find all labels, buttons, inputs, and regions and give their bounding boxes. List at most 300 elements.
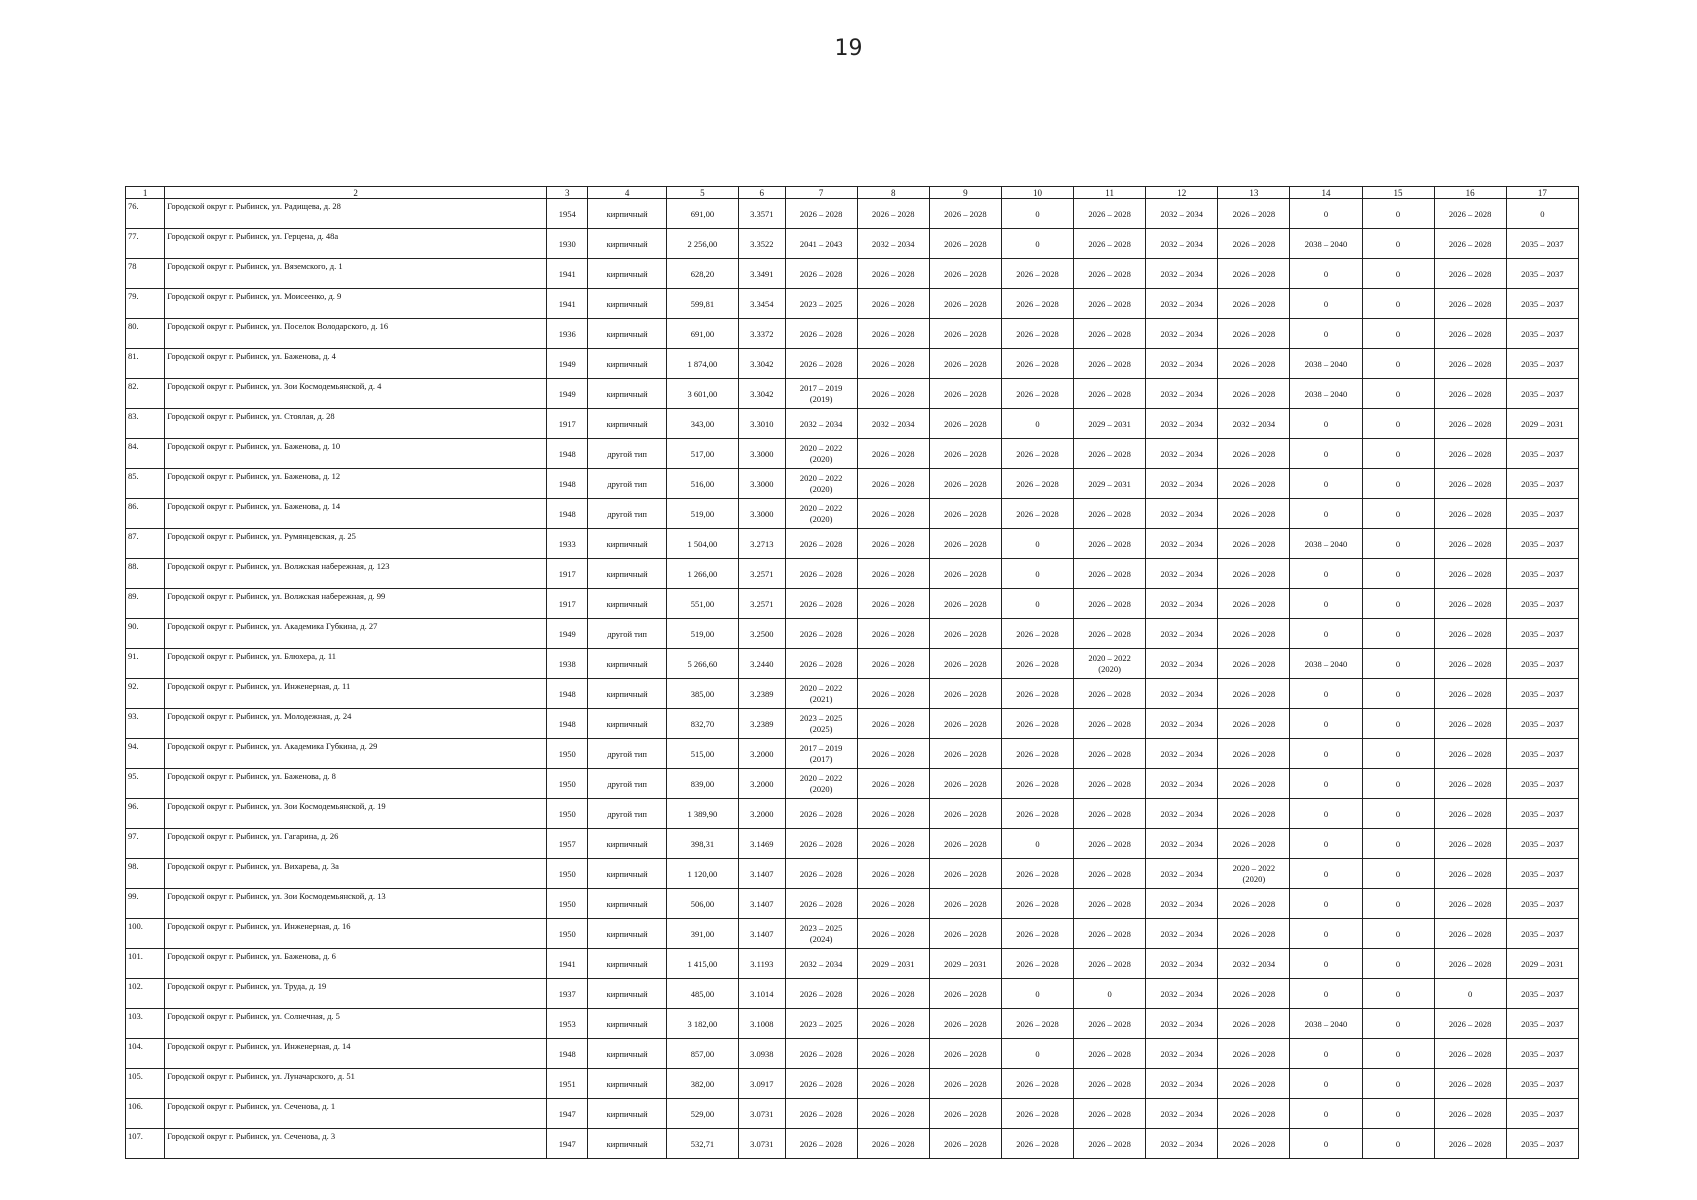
column-11-cell: 2020 – 2022 (2020) (1074, 649, 1146, 679)
column-5-cell: 628,20 (666, 259, 738, 289)
column-7-cell: 2026 – 2028 (785, 1039, 857, 1069)
address-cell: Городской округ г. Рыбинск, ул. Волжская набережная, д. 99 (165, 589, 547, 619)
column-17-cell: 2035 – 2037 (1506, 859, 1578, 889)
column-15-cell: 0 (1362, 1069, 1434, 1099)
row-number-cell: 98. (126, 859, 165, 889)
column-17-cell: 2035 – 2037 (1506, 529, 1578, 559)
column-14-cell: 0 (1290, 679, 1362, 709)
column-11-cell: 2026 – 2028 (1074, 919, 1146, 949)
column-number-15: 15 (1362, 187, 1434, 199)
table-row (126, 709, 1579, 739)
column-13-cell: 2026 – 2028 (1218, 889, 1290, 919)
column-7-cell: 2026 – 2028 (785, 829, 857, 859)
table-row (126, 1009, 1579, 1039)
column-16-cell: 2026 – 2028 (1434, 949, 1506, 979)
column-17-cell: 0 (1506, 199, 1578, 229)
column-4-cell: кирпичный (588, 979, 666, 1009)
column-12-cell: 2032 – 2034 (1146, 349, 1218, 379)
table-row (126, 559, 1579, 589)
column-11-cell: 2026 – 2028 (1074, 709, 1146, 739)
housing-repair-schedule-table (125, 186, 1579, 1159)
column-5-cell: 1 266,00 (666, 559, 738, 589)
column-17-cell: 2035 – 2037 (1506, 1099, 1578, 1129)
column-11-cell: 2026 – 2028 (1074, 949, 1146, 979)
column-5-cell: 1 120,00 (666, 859, 738, 889)
column-7-cell: 2023 – 2025 (785, 289, 857, 319)
column-15-cell: 0 (1362, 439, 1434, 469)
column-14-cell: 0 (1290, 409, 1362, 439)
column-7-cell: 2020 – 2022 (2020) (785, 469, 857, 499)
column-13-cell: 2020 – 2022 (2020) (1218, 859, 1290, 889)
column-7-cell: 2026 – 2028 (785, 259, 857, 289)
column-3-cell: 1948 (547, 679, 588, 709)
address-cell: Городской округ г. Рыбинск, ул. Труда, д. 19 (165, 979, 547, 1009)
column-10-cell: 0 (1001, 1039, 1073, 1069)
column-9-cell: 2026 – 2028 (929, 799, 1001, 829)
address-cell: Городской округ г. Рыбинск, ул. Луначарского, д. 51 (165, 1069, 547, 1099)
row-number-cell: 83. (126, 409, 165, 439)
column-5-cell: 382,00 (666, 1069, 738, 1099)
column-7-cell: 2026 – 2028 (785, 1069, 857, 1099)
column-8-cell: 2026 – 2028 (857, 1039, 929, 1069)
column-12-cell: 2032 – 2034 (1146, 829, 1218, 859)
column-4-cell: другой тип (588, 739, 666, 769)
column-17-cell: 2029 – 2031 (1506, 949, 1578, 979)
column-3-cell: 1950 (547, 859, 588, 889)
column-8-cell: 2026 – 2028 (857, 919, 929, 949)
column-13-cell: 2026 – 2028 (1218, 439, 1290, 469)
column-15-cell: 0 (1362, 1099, 1434, 1129)
address-cell: Городской округ г. Рыбинск, ул. Зои Космодемьянской, д. 4 (165, 379, 547, 409)
column-4-cell: кирпичный (588, 859, 666, 889)
column-17-cell: 2035 – 2037 (1506, 559, 1578, 589)
column-8-cell: 2026 – 2028 (857, 319, 929, 349)
column-6-cell: 3.3042 (738, 379, 785, 409)
column-9-cell: 2026 – 2028 (929, 1069, 1001, 1099)
column-12-cell: 2032 – 2034 (1146, 889, 1218, 919)
address-cell: Городской округ г. Рыбинск, ул. Солнечная, д. 5 (165, 1009, 547, 1039)
column-3-cell: 1930 (547, 229, 588, 259)
column-12-cell: 2032 – 2034 (1146, 379, 1218, 409)
column-4-cell: кирпичный (588, 679, 666, 709)
column-7-cell: 2026 – 2028 (785, 649, 857, 679)
column-9-cell: 2026 – 2028 (929, 529, 1001, 559)
column-8-cell: 2026 – 2028 (857, 739, 929, 769)
column-10-cell: 2026 – 2028 (1001, 349, 1073, 379)
column-6-cell: 3.1407 (738, 889, 785, 919)
column-12-cell: 2032 – 2034 (1146, 229, 1218, 259)
column-15-cell: 0 (1362, 1129, 1434, 1159)
column-9-cell: 2026 – 2028 (929, 979, 1001, 1009)
column-4-cell: кирпичный (588, 559, 666, 589)
column-15-cell: 0 (1362, 199, 1434, 229)
column-12-cell: 2032 – 2034 (1146, 769, 1218, 799)
column-10-cell: 0 (1001, 559, 1073, 589)
column-9-cell: 2026 – 2028 (929, 199, 1001, 229)
row-number-cell: 85. (126, 469, 165, 499)
column-17-cell: 2035 – 2037 (1506, 919, 1578, 949)
column-number-12: 12 (1146, 187, 1218, 199)
column-5-cell: 519,00 (666, 499, 738, 529)
table-row (126, 349, 1579, 379)
table-row (126, 1069, 1579, 1099)
column-17-cell: 2035 – 2037 (1506, 469, 1578, 499)
column-7-cell: 2026 – 2028 (785, 619, 857, 649)
column-13-cell: 2026 – 2028 (1218, 1099, 1290, 1129)
address-cell: Городской округ г. Рыбинск, ул. Баженова, д. 14 (165, 499, 547, 529)
column-12-cell: 2032 – 2034 (1146, 919, 1218, 949)
column-16-cell: 2026 – 2028 (1434, 439, 1506, 469)
column-8-cell: 2026 – 2028 (857, 469, 929, 499)
address-cell: Городской округ г. Рыбинск, ул. Вихарева, д. 3а (165, 859, 547, 889)
column-14-cell: 2038 – 2040 (1290, 529, 1362, 559)
column-10-cell: 0 (1001, 229, 1073, 259)
column-10-cell: 2026 – 2028 (1001, 469, 1073, 499)
column-9-cell: 2026 – 2028 (929, 319, 1001, 349)
row-number-cell: 106. (126, 1099, 165, 1129)
column-10-cell: 2026 – 2028 (1001, 1069, 1073, 1099)
column-17-cell: 2035 – 2037 (1506, 349, 1578, 379)
column-17-cell: 2035 – 2037 (1506, 619, 1578, 649)
column-8-cell: 2026 – 2028 (857, 649, 929, 679)
column-3-cell: 1937 (547, 979, 588, 1009)
column-12-cell: 2032 – 2034 (1146, 1069, 1218, 1099)
column-3-cell: 1949 (547, 349, 588, 379)
address-cell: Городской округ г. Рыбинск, ул. Поселок Володарского, д. 16 (165, 319, 547, 349)
column-3-cell: 1948 (547, 439, 588, 469)
column-13-cell: 2026 – 2028 (1218, 1129, 1290, 1159)
column-12-cell: 2032 – 2034 (1146, 439, 1218, 469)
column-10-cell: 2026 – 2028 (1001, 259, 1073, 289)
row-number-cell: 82. (126, 379, 165, 409)
column-13-cell: 2032 – 2034 (1218, 949, 1290, 979)
column-4-cell: кирпичный (588, 409, 666, 439)
column-7-cell: 2041 – 2043 (785, 229, 857, 259)
row-number-cell: 80. (126, 319, 165, 349)
column-14-cell: 0 (1290, 979, 1362, 1009)
column-3-cell: 1947 (547, 1129, 588, 1159)
table-row (126, 1039, 1579, 1069)
column-6-cell: 3.3000 (738, 469, 785, 499)
column-16-cell: 2026 – 2028 (1434, 1009, 1506, 1039)
column-5-cell: 857,00 (666, 1039, 738, 1069)
column-14-cell: 0 (1290, 769, 1362, 799)
column-8-cell: 2029 – 2031 (857, 949, 929, 979)
column-7-cell: 2032 – 2034 (785, 949, 857, 979)
column-8-cell: 2026 – 2028 (857, 379, 929, 409)
table-row (126, 649, 1579, 679)
column-5-cell: 551,00 (666, 589, 738, 619)
column-number-6: 6 (738, 187, 785, 199)
column-12-cell: 2032 – 2034 (1146, 1129, 1218, 1159)
column-16-cell: 2026 – 2028 (1434, 739, 1506, 769)
column-7-cell: 2020 – 2022 (2020) (785, 769, 857, 799)
column-8-cell: 2032 – 2034 (857, 229, 929, 259)
column-8-cell: 2026 – 2028 (857, 439, 929, 469)
column-14-cell: 2038 – 2040 (1290, 349, 1362, 379)
address-cell: Городской округ г. Рыбинск, ул. Баженова, д. 12 (165, 469, 547, 499)
column-8-cell: 2026 – 2028 (857, 349, 929, 379)
column-14-cell: 0 (1290, 1099, 1362, 1129)
row-number-cell: 95. (126, 769, 165, 799)
column-6-cell: 3.1193 (738, 949, 785, 979)
column-17-cell: 2035 – 2037 (1506, 229, 1578, 259)
row-number-cell: 96. (126, 799, 165, 829)
column-10-cell: 2026 – 2028 (1001, 799, 1073, 829)
column-5-cell: 398,31 (666, 829, 738, 859)
row-number-cell: 89. (126, 589, 165, 619)
column-6-cell: 3.3522 (738, 229, 785, 259)
column-11-cell: 2026 – 2028 (1074, 859, 1146, 889)
column-10-cell: 2026 – 2028 (1001, 769, 1073, 799)
column-3-cell: 1951 (547, 1069, 588, 1099)
column-4-cell: кирпичный (588, 1099, 666, 1129)
column-9-cell: 2026 – 2028 (929, 649, 1001, 679)
column-number-row (126, 187, 1579, 199)
column-4-cell: кирпичный (588, 919, 666, 949)
column-3-cell: 1938 (547, 649, 588, 679)
column-13-cell: 2026 – 2028 (1218, 259, 1290, 289)
column-12-cell: 2032 – 2034 (1146, 859, 1218, 889)
column-16-cell: 2026 – 2028 (1434, 529, 1506, 559)
column-3-cell: 1941 (547, 289, 588, 319)
table-row (126, 289, 1579, 319)
column-4-cell: кирпичный (588, 649, 666, 679)
column-5-cell: 3 601,00 (666, 379, 738, 409)
column-7-cell: 2020 – 2022 (2020) (785, 499, 857, 529)
column-number-17: 17 (1506, 187, 1578, 199)
address-cell: Городской округ г. Рыбинск, ул. Инженерная, д. 14 (165, 1039, 547, 1069)
column-7-cell: 2026 – 2028 (785, 559, 857, 589)
column-13-cell: 2026 – 2028 (1218, 709, 1290, 739)
column-5-cell: 391,00 (666, 919, 738, 949)
column-5-cell: 517,00 (666, 439, 738, 469)
column-14-cell: 0 (1290, 589, 1362, 619)
column-11-cell: 2026 – 2028 (1074, 529, 1146, 559)
column-16-cell: 2026 – 2028 (1434, 559, 1506, 589)
column-17-cell: 2035 – 2037 (1506, 439, 1578, 469)
column-13-cell: 2026 – 2028 (1218, 739, 1290, 769)
column-number-7: 7 (785, 187, 857, 199)
address-cell: Городской округ г. Рыбинск, ул. Волжская набережная, д. 123 (165, 559, 547, 589)
column-11-cell: 2026 – 2028 (1074, 319, 1146, 349)
column-3-cell: 1917 (547, 589, 588, 619)
column-number-16: 16 (1434, 187, 1506, 199)
column-12-cell: 2032 – 2034 (1146, 199, 1218, 229)
column-5-cell: 485,00 (666, 979, 738, 1009)
column-15-cell: 0 (1362, 889, 1434, 919)
column-7-cell: 2026 – 2028 (785, 589, 857, 619)
address-cell: Городской округ г. Рыбинск, ул. Академика Губкина, д. 27 (165, 619, 547, 649)
column-8-cell: 2026 – 2028 (857, 979, 929, 1009)
column-5-cell: 5 266,60 (666, 649, 738, 679)
column-4-cell: другой тип (588, 769, 666, 799)
column-13-cell: 2026 – 2028 (1218, 799, 1290, 829)
column-4-cell: кирпичный (588, 319, 666, 349)
column-9-cell: 2026 – 2028 (929, 859, 1001, 889)
column-14-cell: 0 (1290, 1129, 1362, 1159)
column-7-cell: 2032 – 2034 (785, 409, 857, 439)
column-12-cell: 2032 – 2034 (1146, 799, 1218, 829)
column-17-cell: 2035 – 2037 (1506, 289, 1578, 319)
table-row (126, 679, 1579, 709)
column-7-cell: 2023 – 2025 (2025) (785, 709, 857, 739)
column-9-cell: 2026 – 2028 (929, 919, 1001, 949)
row-number-cell: 105. (126, 1069, 165, 1099)
column-16-cell: 2026 – 2028 (1434, 409, 1506, 439)
column-14-cell: 2038 – 2040 (1290, 229, 1362, 259)
column-15-cell: 0 (1362, 679, 1434, 709)
row-number-cell: 81. (126, 349, 165, 379)
column-13-cell: 2026 – 2028 (1218, 199, 1290, 229)
column-8-cell: 2026 – 2028 (857, 1009, 929, 1039)
column-11-cell: 2026 – 2028 (1074, 379, 1146, 409)
column-15-cell: 0 (1362, 919, 1434, 949)
column-4-cell: кирпичный (588, 709, 666, 739)
column-8-cell: 2026 – 2028 (857, 619, 929, 649)
column-14-cell: 0 (1290, 739, 1362, 769)
column-4-cell: кирпичный (588, 949, 666, 979)
column-11-cell: 0 (1074, 979, 1146, 1009)
table-row (126, 589, 1579, 619)
column-4-cell: кирпичный (588, 829, 666, 859)
column-9-cell: 2026 – 2028 (929, 499, 1001, 529)
column-15-cell: 0 (1362, 709, 1434, 739)
column-5-cell: 691,00 (666, 319, 738, 349)
column-17-cell: 2035 – 2037 (1506, 739, 1578, 769)
column-6-cell: 3.3000 (738, 439, 785, 469)
column-7-cell: 2026 – 2028 (785, 1099, 857, 1129)
column-10-cell: 2026 – 2028 (1001, 949, 1073, 979)
column-8-cell: 2026 – 2028 (857, 859, 929, 889)
row-number-cell: 94. (126, 739, 165, 769)
row-number-cell: 92. (126, 679, 165, 709)
column-6-cell: 3.0938 (738, 1039, 785, 1069)
column-14-cell: 0 (1290, 559, 1362, 589)
column-4-cell: кирпичный (588, 289, 666, 319)
row-number-cell: 107. (126, 1129, 165, 1159)
column-11-cell: 2026 – 2028 (1074, 889, 1146, 919)
column-14-cell: 0 (1290, 799, 1362, 829)
column-11-cell: 2026 – 2028 (1074, 769, 1146, 799)
column-7-cell: 2026 – 2028 (785, 529, 857, 559)
column-number-3: 3 (547, 187, 588, 199)
column-7-cell: 2017 – 2019 (2017) (785, 739, 857, 769)
column-5-cell: 1 874,00 (666, 349, 738, 379)
column-11-cell: 2026 – 2028 (1074, 259, 1146, 289)
row-number-cell: 93. (126, 709, 165, 739)
column-11-cell: 2026 – 2028 (1074, 229, 1146, 259)
column-17-cell: 2035 – 2037 (1506, 319, 1578, 349)
column-17-cell: 2035 – 2037 (1506, 799, 1578, 829)
column-5-cell: 506,00 (666, 889, 738, 919)
column-7-cell: 2026 – 2028 (785, 1129, 857, 1159)
column-13-cell: 2026 – 2028 (1218, 1039, 1290, 1069)
column-4-cell: кирпичный (588, 199, 666, 229)
column-17-cell: 2035 – 2037 (1506, 499, 1578, 529)
column-6-cell: 3.1008 (738, 1009, 785, 1039)
column-12-cell: 2032 – 2034 (1146, 1099, 1218, 1129)
row-number-cell: 97. (126, 829, 165, 859)
table-row (126, 799, 1579, 829)
column-6-cell: 3.2440 (738, 649, 785, 679)
column-7-cell: 2026 – 2028 (785, 199, 857, 229)
column-5-cell: 691,00 (666, 199, 738, 229)
column-4-cell: кирпичный (588, 229, 666, 259)
column-10-cell: 0 (1001, 199, 1073, 229)
column-8-cell: 2026 – 2028 (857, 499, 929, 529)
column-9-cell: 2026 – 2028 (929, 1099, 1001, 1129)
column-17-cell: 2035 – 2037 (1506, 829, 1578, 859)
address-cell: Городской округ г. Рыбинск, ул. Баженова, д. 4 (165, 349, 547, 379)
column-10-cell: 2026 – 2028 (1001, 499, 1073, 529)
column-6-cell: 3.2000 (738, 739, 785, 769)
column-5-cell: 832,70 (666, 709, 738, 739)
column-5-cell: 519,00 (666, 619, 738, 649)
column-12-cell: 2032 – 2034 (1146, 949, 1218, 979)
column-14-cell: 0 (1290, 619, 1362, 649)
table-row (126, 949, 1579, 979)
column-17-cell: 2035 – 2037 (1506, 1009, 1578, 1039)
column-7-cell: 2026 – 2028 (785, 889, 857, 919)
column-17-cell: 2035 – 2037 (1506, 679, 1578, 709)
column-13-cell: 2026 – 2028 (1218, 829, 1290, 859)
column-9-cell: 2026 – 2028 (929, 349, 1001, 379)
column-10-cell: 2026 – 2028 (1001, 1009, 1073, 1039)
table-row (126, 919, 1579, 949)
column-11-cell: 2029 – 2031 (1074, 409, 1146, 439)
column-14-cell: 0 (1290, 919, 1362, 949)
row-number-cell: 90. (126, 619, 165, 649)
row-number-cell: 99. (126, 889, 165, 919)
column-15-cell: 0 (1362, 859, 1434, 889)
table-row (126, 199, 1579, 229)
column-6-cell: 3.1407 (738, 919, 785, 949)
column-9-cell: 2026 – 2028 (929, 739, 1001, 769)
column-5-cell: 599,81 (666, 289, 738, 319)
column-6-cell: 3.1014 (738, 979, 785, 1009)
column-15-cell: 0 (1362, 319, 1434, 349)
column-13-cell: 2026 – 2028 (1218, 559, 1290, 589)
row-number-cell: 104. (126, 1039, 165, 1069)
column-17-cell: 2035 – 2037 (1506, 259, 1578, 289)
table-row (126, 1099, 1579, 1129)
column-5-cell: 343,00 (666, 409, 738, 439)
column-15-cell: 0 (1362, 649, 1434, 679)
table-row (126, 979, 1579, 1009)
column-12-cell: 2032 – 2034 (1146, 1039, 1218, 1069)
column-9-cell: 2026 – 2028 (929, 289, 1001, 319)
row-number-cell: 76. (126, 199, 165, 229)
column-9-cell: 2026 – 2028 (929, 769, 1001, 799)
column-12-cell: 2032 – 2034 (1146, 529, 1218, 559)
column-6-cell: 3.3010 (738, 409, 785, 439)
column-8-cell: 2026 – 2028 (857, 829, 929, 859)
column-15-cell: 0 (1362, 619, 1434, 649)
column-6-cell: 3.3372 (738, 319, 785, 349)
column-15-cell: 0 (1362, 949, 1434, 979)
column-11-cell: 2029 – 2031 (1074, 469, 1146, 499)
address-cell: Городской округ г. Рыбинск, ул. Сеченова, д. 1 (165, 1099, 547, 1129)
column-12-cell: 2032 – 2034 (1146, 259, 1218, 289)
address-cell: Городской округ г. Рыбинск, ул. Академика Губкина, д. 29 (165, 739, 547, 769)
column-9-cell: 2026 – 2028 (929, 1129, 1001, 1159)
column-12-cell: 2032 – 2034 (1146, 499, 1218, 529)
column-10-cell: 2026 – 2028 (1001, 739, 1073, 769)
column-4-cell: кирпичный (588, 589, 666, 619)
column-5-cell: 529,00 (666, 1099, 738, 1129)
table-row (126, 319, 1579, 349)
